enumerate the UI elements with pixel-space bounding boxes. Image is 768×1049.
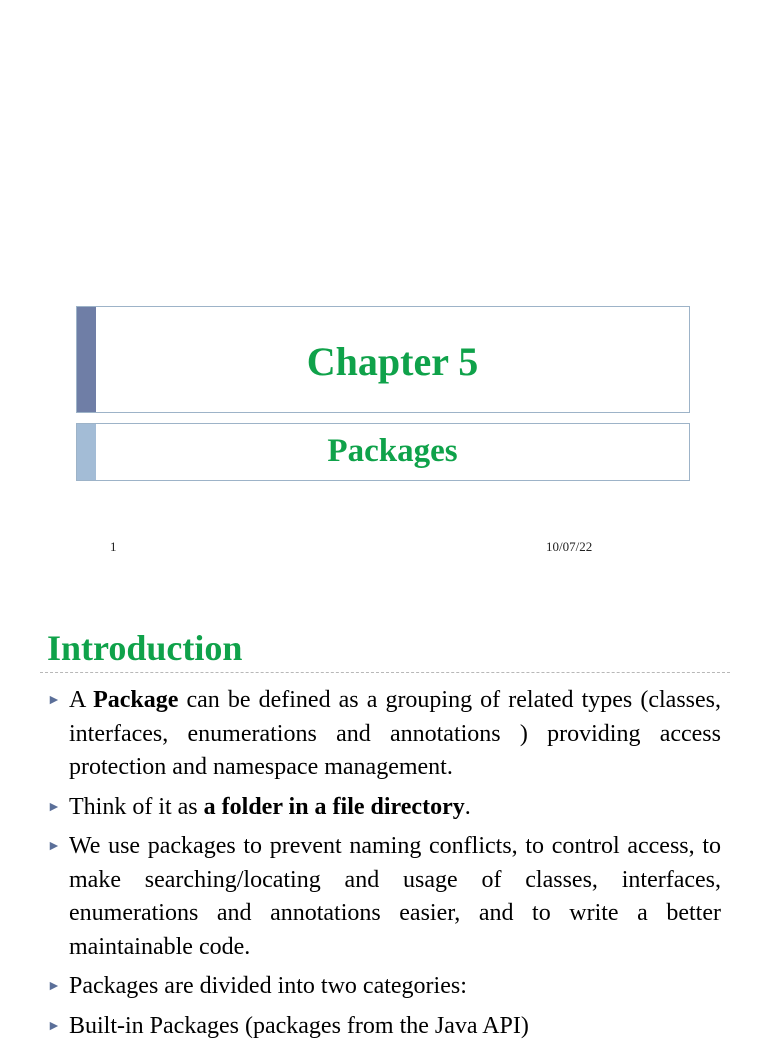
heading-divider: [40, 672, 730, 673]
bullet-text-pre: Think of it as: [69, 793, 204, 820]
triangle-right-icon: ►: [47, 979, 61, 994]
slide-date: 10/07/22: [546, 539, 593, 554]
bullet-text-pre: A: [69, 687, 94, 713]
title-accent-bar: [77, 307, 96, 412]
triangle-right-icon: ►: [47, 799, 61, 815]
triangle-right-icon: ►: [47, 1018, 61, 1034]
slide-number: 1: [110, 539, 117, 554]
bullet-text-post: can be defined as a grouping of related types (classes, interfaces, enumerations and annotations ) providing access protection and namespace management.: [69, 687, 721, 780]
triangle-right-icon: ►: [47, 839, 61, 854]
bullet-item-built-in: [47, 1010, 721, 1044]
section-heading: Introduction: [47, 628, 243, 668]
slide-title: Chapter 5: [306, 339, 479, 384]
bullet-item-package-definition: [47, 684, 721, 785]
bullet-item-categories: [47, 970, 721, 1004]
introduction-slide: [0, 600, 768, 1039]
bullet-item-folder-analogy: [47, 791, 721, 825]
bullet-text-bold: Package: [93, 687, 179, 713]
subtitle-box: [76, 423, 690, 481]
triangle-right-icon: ►: [47, 693, 61, 708]
bullet-text-bold: a folder in a file directory: [203, 793, 465, 820]
bullet-text: We use packages to prevent naming conflicts, to control access, to make searching/locating and usage of classes, interfaces, enumerations and annotations easier, and to write a better maintainable code.: [69, 833, 721, 960]
title-box: [76, 306, 690, 413]
slide-subtitle: Packages: [327, 432, 458, 469]
bullet-list: [47, 684, 721, 1049]
bullet-item-purpose: [47, 830, 721, 964]
bullet-text: Packages are divided into two categories:: [69, 973, 467, 999]
subtitle-accent-bar: [77, 424, 96, 480]
bullet-text-post: .: [464, 793, 471, 820]
bullet-text: Built-in Packages (packages from the Java API): [69, 1012, 529, 1039]
